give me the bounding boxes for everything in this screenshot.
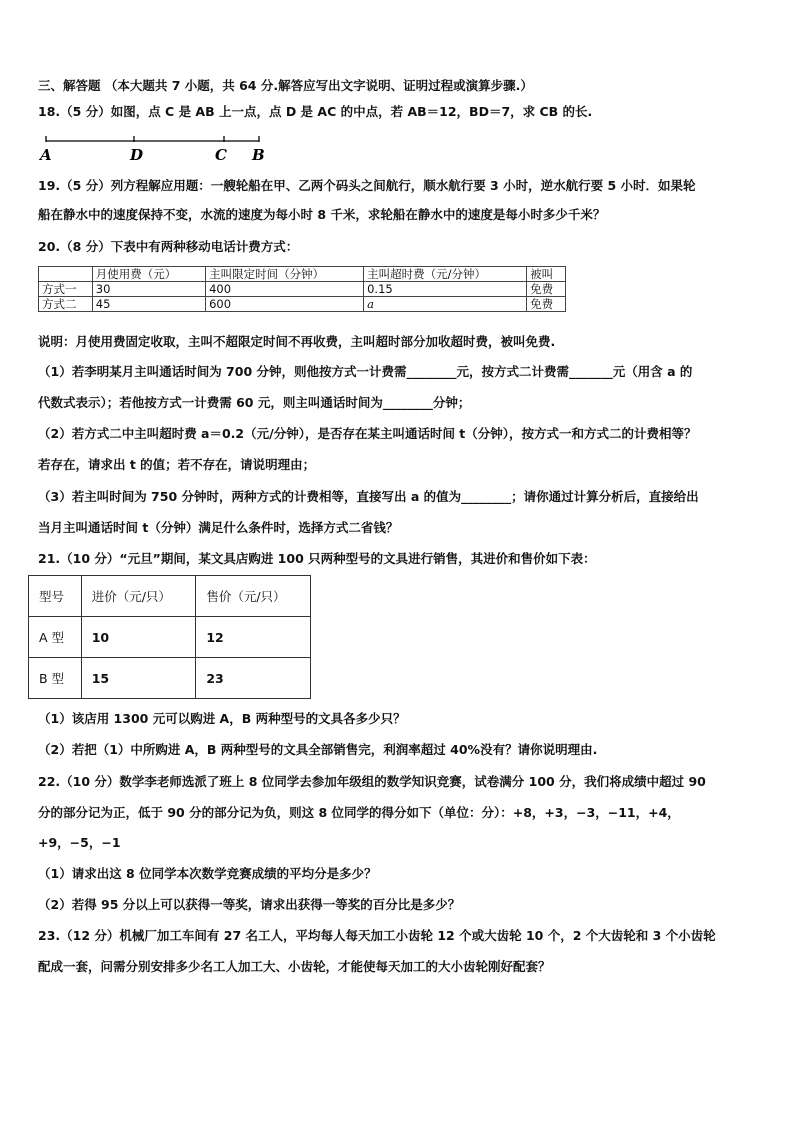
table-header-row <box>39 267 566 282</box>
question-22-line3: +9，−5，−1 <box>38 835 121 850</box>
table-cell: B 型 <box>29 658 82 699</box>
table-cell: 主叫限定时间（分钟） <box>206 267 364 282</box>
table-cell: 免费 <box>527 297 566 312</box>
question-20-part1-line2: 代数式表示）；若他按方式一计费需 60 元，则主叫通话时间为________分钟； <box>38 395 471 410</box>
question-20-part2-line1: （2）若方式二中主叫超时费 a＝0.2（元/分钟），是否存在某主叫通话时间 t（分钟），按方式一和方式二的计费相等？ <box>38 426 697 441</box>
question-19-line2: 船在静水中的速度保持不变，水流的速度为每小时 8 千米，求轮船在静水中的速度是每小时多少千米？ <box>38 207 606 222</box>
question-20-note: 说明：月使用费固定收取，主叫不超限定时间不再收费，主叫超时部分加收超时费，被叫免费. <box>38 334 556 349</box>
table-cell: 10 <box>81 617 196 658</box>
question-20-part1-line1: （1）若李明某月主叫通话时间为 700 分钟，则他按方式一计费需________元，按方式二计费需_______元（用含 a 的 <box>38 364 693 379</box>
table-cell: 主叫超时费（元/分钟） <box>364 267 527 282</box>
table-cell: 免费 <box>527 282 566 297</box>
table-cell: 23 <box>196 658 311 699</box>
table-cell <box>39 267 93 282</box>
table-cell: A 型 <box>29 617 82 658</box>
question-21-intro: 21.（10 分）“元旦”期间，某文具店购进 100 只两种型号的文具进行销售，其进价和售价如下表： <box>38 551 596 566</box>
table-cell: 进价（元/只） <box>81 576 196 617</box>
table-cell: 15 <box>81 658 196 699</box>
question-22-line1: 22.（10 分）数学李老师选派了班上 8 位同学去参加年级组的数学知识竞赛，试卷满分 100 分，我们将成绩中超过 90 <box>38 774 706 789</box>
table-cell: 售价（元/只） <box>196 576 311 617</box>
question-20-part2-line2: 若存在，请求出 t 的值；若不存在，请说明理由； <box>38 457 316 472</box>
billing-table <box>38 266 566 312</box>
table-cell: 30 <box>92 282 205 297</box>
point-label-c: C <box>215 146 227 164</box>
point-label-d: D <box>130 146 144 164</box>
question-21-part2: （2）若把（1）中所购进 A，B 两种型号的文具全部销售完，利润率超过 40%没有？请你说明理由. <box>38 742 598 757</box>
question-21-part1: （1）该店用 1300 元可以购进 A，B 两种型号的文具各多少只？ <box>38 711 406 726</box>
question-22-line2: 分的部分记为正，低于 90 分的部分记为负，则这 8 位同学的得分如下（单位：分）：+8，+3，−3，−11，+4， <box>38 805 680 820</box>
question-20-intro: 20.（8 分）下表中有两种移动电话计费方式： <box>38 239 299 254</box>
table-cell: 被叫 <box>527 267 566 282</box>
table-header-row <box>29 576 311 617</box>
table-cell: a <box>364 297 527 312</box>
table-cell: 方式二 <box>39 297 93 312</box>
table-row <box>39 297 566 312</box>
point-label-b: B <box>252 146 265 164</box>
table-row <box>29 658 311 699</box>
question-22-part1: （1）请求出这 8 位同学本次数学竞赛成绩的平均分是多少？ <box>38 866 377 881</box>
segment-figure <box>38 132 278 166</box>
question-20-part3-line1: （3）若主叫时间为 750 分钟时，两种方式的计费相等，直接写出 a 的值为________；请你通过计算分析后，直接给出 <box>38 489 699 504</box>
question-22-part2: （2）若得 95 分以上可以获得一等奖，请求出获得一等奖的百分比是多少？ <box>38 897 461 912</box>
question-23-line2: 配成一套，问需分别安排多少名工人加工大、小齿轮，才能使每天加工的大小齿轮刚好配套？ <box>38 959 551 974</box>
table-row <box>29 617 311 658</box>
table-row <box>39 282 566 297</box>
question-20-part3-line2: 当月主叫通话时间 t（分钟）满足什么条件时，选择方式二省钱？ <box>38 520 399 535</box>
section-heading: 三、解答题 （本大题共 7 小题，共 64 分.解答应写出文字说明、证明过程或演算步骤.） <box>38 78 533 93</box>
table-cell: 45 <box>92 297 205 312</box>
table-cell: 12 <box>196 617 311 658</box>
question-19-line1: 19.（5 分）列方程解应用题：一艘轮船在甲、乙两个码头之间航行，顺水航行要 3 小时，逆水航行要 5 小时．如果轮 <box>38 178 696 193</box>
point-label-a: A <box>40 146 52 164</box>
table-cell: 0.15 <box>364 282 527 297</box>
table-cell: 月使用费（元） <box>92 267 205 282</box>
question-18-text: 18.（5 分）如图，点 C 是 AB 上一点，点 D 是 AC 的中点，若 AB＝12，BD＝7，求 CB 的长. <box>38 104 593 119</box>
table-cell: 方式一 <box>39 282 93 297</box>
table-cell: 型号 <box>29 576 82 617</box>
stationery-table <box>28 575 311 699</box>
question-23-line1: 23.（12 分）机械厂加工车间有 27 名工人，平均每人每天加工小齿轮 12 个或大齿轮 10 个，2 个大齿轮和 3 个小齿轮 <box>38 928 716 943</box>
table-cell: 400 <box>206 282 364 297</box>
table-cell: 600 <box>206 297 364 312</box>
